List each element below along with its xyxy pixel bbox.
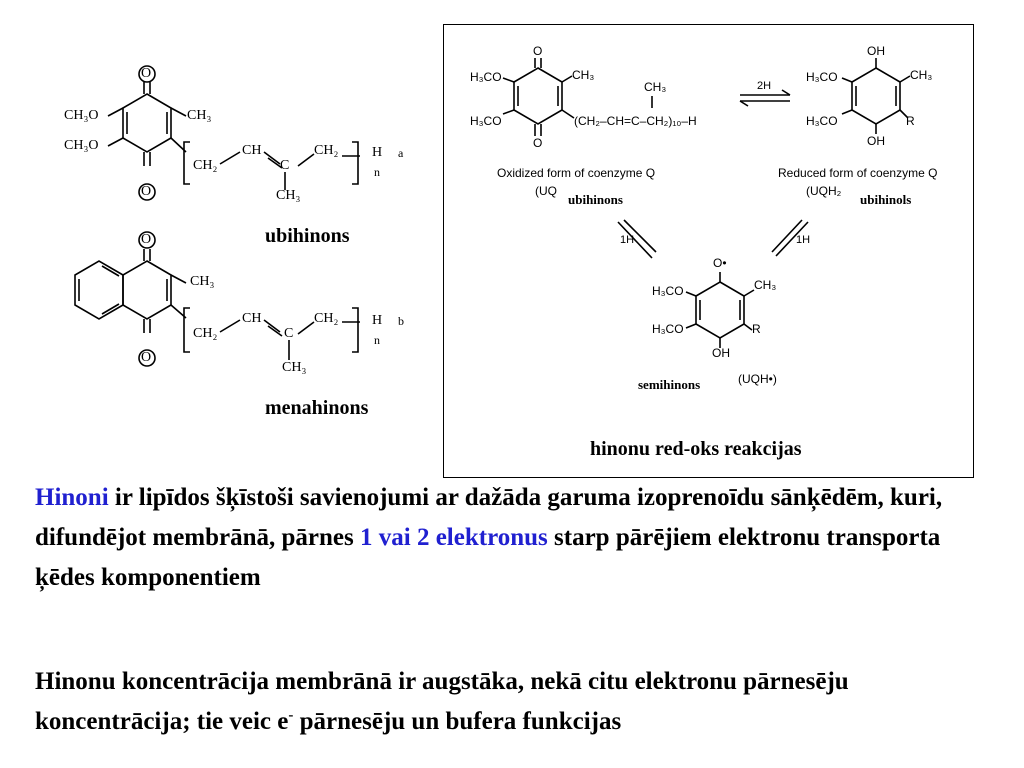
atom-o-bottom: O (533, 136, 543, 150)
paragraph-2 (35, 662, 1010, 742)
atom-oh-bottom: OH (867, 134, 885, 148)
reduced-abbr: (UQH₂ (806, 184, 842, 198)
atom-oh-top: OH (867, 44, 885, 58)
atom-r: R (752, 322, 761, 336)
atom-c: C (284, 326, 294, 341)
paragraph-1-text-b: starp pārējiem elektronu transporta ķēdes komponentiem (35, 524, 941, 591)
atom-meo-2: H₃CO (470, 114, 502, 128)
paragraph-1-highlight: 1 vai 2 elektronus (360, 524, 548, 551)
atom-ch3-chain: CH₃ (644, 80, 667, 94)
atom-o-top: O (533, 44, 543, 58)
side-chain: (CH₂–CH=C–CH₂)₁₀–H (574, 114, 697, 128)
paragraph-2-text-a: Hinonu koncentrācija membrānā ir augstāka, nekā citu elektronu pārnesēju koncentrācija; tie veic e (35, 668, 849, 735)
atom-ch: CH (242, 143, 262, 158)
arrow-1h-left-label: 1H (620, 234, 635, 246)
redox-panel (443, 24, 974, 478)
paragraph-1-term: Hinoni (35, 484, 109, 511)
atom-meo-1: CH₃O (64, 108, 99, 123)
atom-meo-1: H₃CO (470, 70, 502, 84)
atom-meo-1: H₃CO (806, 70, 838, 84)
arrow-2h-label: 2H (757, 80, 772, 92)
atom-ch: CH (242, 311, 262, 326)
atom-oh-bottom: OH (712, 346, 730, 360)
structure-tag-a: a (398, 146, 404, 160)
atom-meo-2: CH₃O (64, 138, 99, 153)
atom-ch2-a: CH₂ (193, 158, 218, 173)
atom-ch3: CH₃ (754, 278, 777, 292)
atom-ch3: CH₃ (910, 68, 933, 82)
paragraph-2-text-b: pārnesēju un bufera funkcijas (293, 708, 622, 735)
benzene-ring (75, 261, 123, 319)
atom-meo-2: H₃CO (806, 114, 838, 128)
atom-ch3-branch: CH₃ (276, 188, 301, 203)
reduced-overlay: ubihinols (860, 192, 912, 207)
repeat-n: n (374, 165, 380, 179)
oxidized-caption: Oxidized form of coenzyme Q (497, 166, 656, 180)
atom-h: H (372, 145, 383, 160)
arrow-1h-right-label: 1H (796, 234, 811, 246)
paragraph-1-text-a: ir lipīdos šķīstoši savienojumi ar dažāda garuma izoprenoīdu sānķēdēm, kuri, difundējot membrānā, pārnes (35, 484, 943, 551)
atom-o-radical: O• (713, 256, 727, 270)
atom-ch2-b: CH₂ (314, 143, 339, 158)
atom-meo-2: H₃CO (652, 322, 684, 336)
atom-ch3: CH₃ (190, 274, 215, 289)
oxidized-overlay: ubihinons (568, 192, 623, 207)
ubiquinone-label: ubihinons (265, 225, 350, 247)
atom-o-bottom: O (141, 184, 152, 199)
menaquinone-ring (123, 261, 171, 319)
atom-c: C (280, 158, 290, 173)
atom-o-bottom: O (141, 350, 152, 365)
atom-ch2-a: CH₂ (193, 326, 218, 341)
semiquinone-abbr: (UQH•) (738, 372, 777, 386)
atom-ch3: CH₃ (187, 108, 212, 123)
atom-o-top: O (141, 232, 152, 247)
paragraph-1 (35, 478, 995, 598)
atom-meo-1: H₃CO (652, 284, 684, 298)
atom-r: R (906, 114, 915, 128)
semiquinone-overlay: semihinons (638, 377, 701, 392)
reduced-caption: Reduced form of coenzyme Q (778, 166, 938, 180)
menaquinone-label: menahinons (265, 397, 369, 419)
redox-panel-title: hinonu red-oks reakcijas (590, 438, 802, 460)
ubiquinone-ring (123, 94, 171, 152)
atom-o-top: O (141, 66, 152, 81)
atom-ch3-branch: CH₃ (282, 360, 307, 375)
atom-ch2-b: CH₂ (314, 311, 339, 326)
atom-h: H (372, 313, 383, 328)
repeat-n: n (374, 333, 380, 347)
structure-tag-b: b (398, 314, 404, 328)
atom-ch3: CH₃ (572, 68, 595, 82)
oxidized-abbr: (UQ (535, 184, 557, 198)
paragraph-2-superscript: - (288, 707, 294, 724)
